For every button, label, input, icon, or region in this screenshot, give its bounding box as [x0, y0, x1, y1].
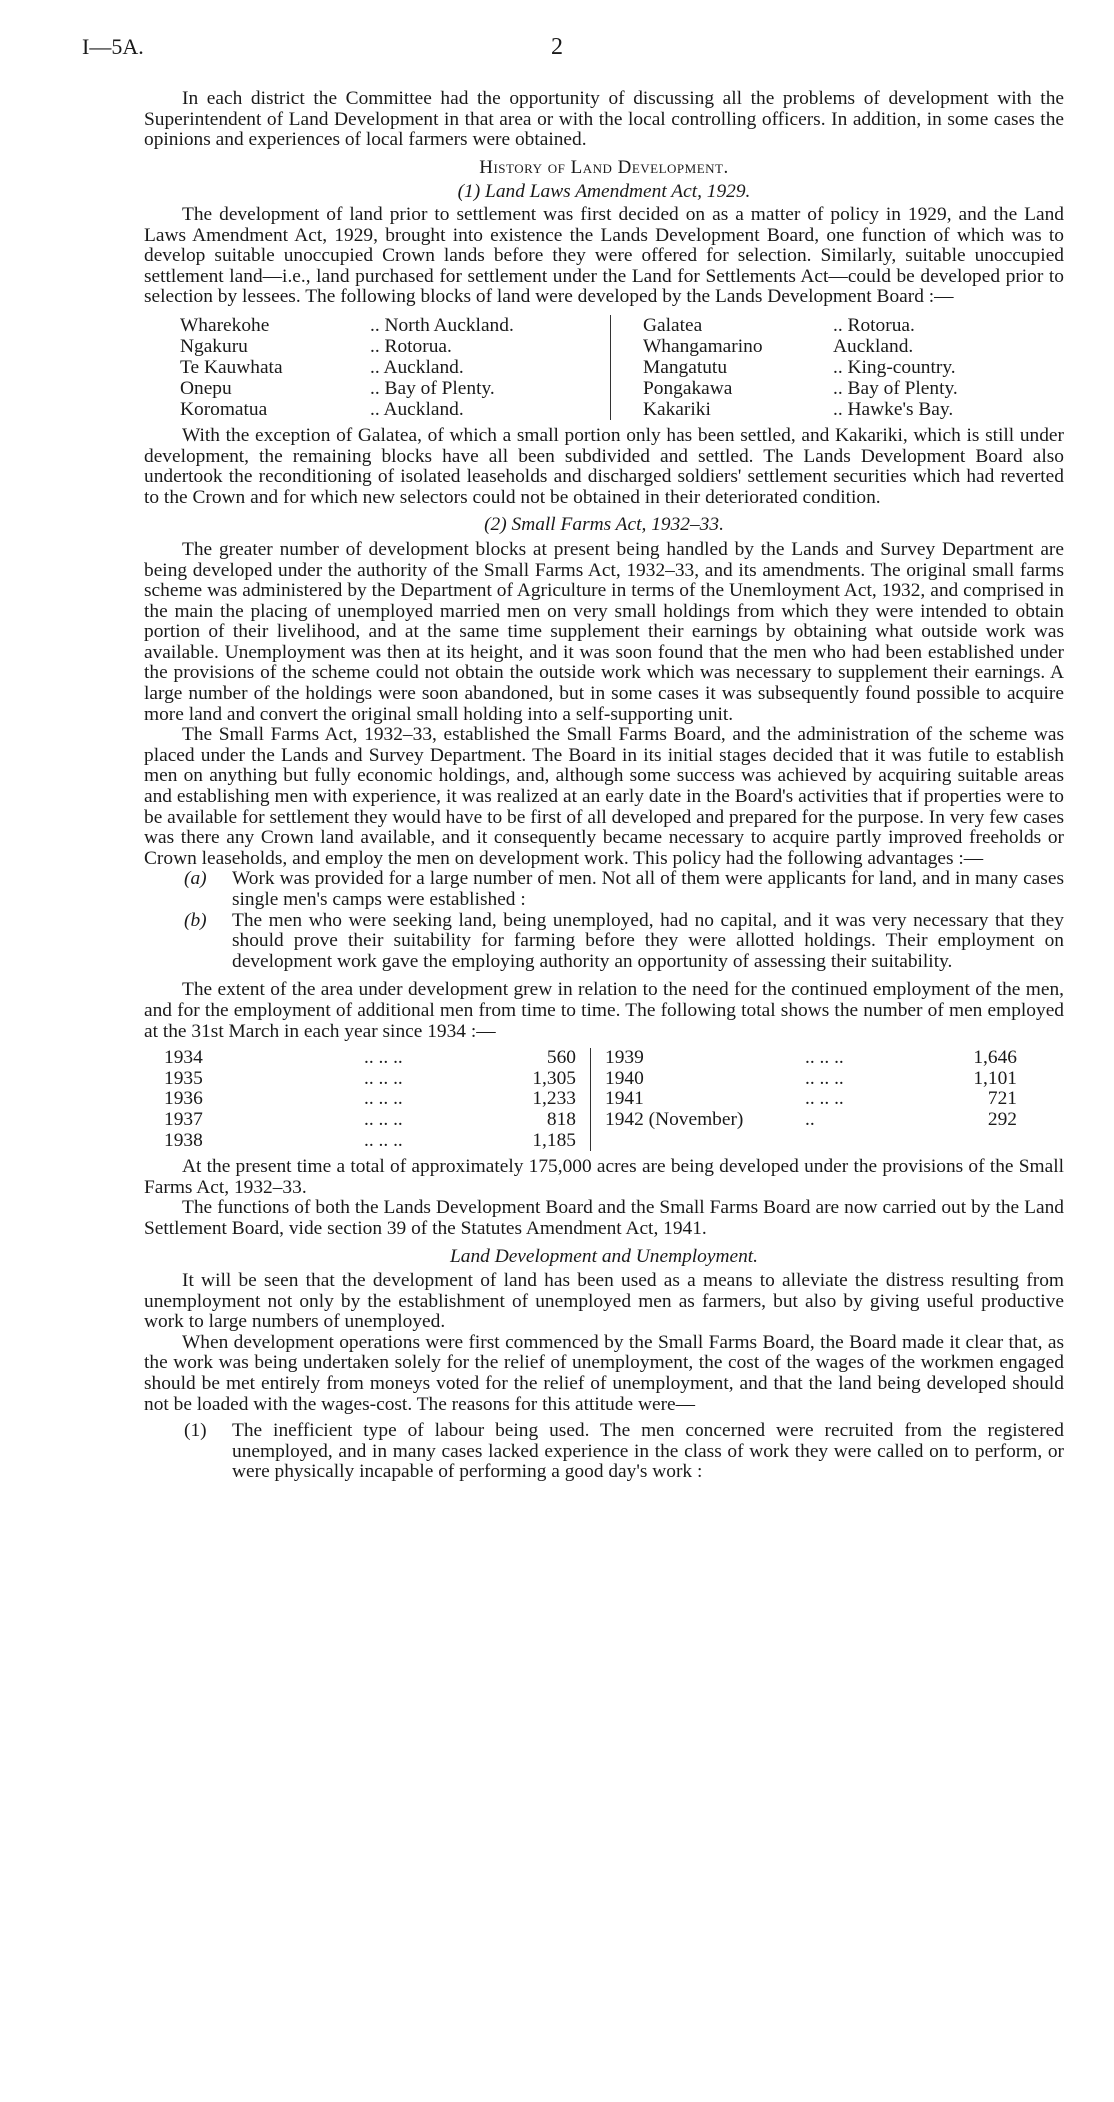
table-row: 1939 .. .. .. 1,646 — [605, 1047, 1017, 1069]
list-item — [184, 869, 1064, 910]
block-row: Mangatutu .. King-country. — [643, 356, 956, 378]
paragraph: The development of land prior to settlement was first decided on as a matter of policy in 1929, and the Land Laws Amendment Act, 1929, brought into existence the Lands Development Board, one function of which was to develop suitable unoccupied Crown lands before they were offered for selection. Similarly, suitable unoccupied settlement land—i.e., land purchased for settlement under the Land for Settlements Act—could be developed prior to selection by lessees. The following blocks of land were developed by the Lands Development Board :— — [144, 203, 1064, 308]
employment-column-left — [164, 1048, 584, 1151]
blocks-column-right — [610, 315, 1063, 420]
block-row: Onepu .. Bay of Plenty. — [180, 377, 495, 399]
paragraph: In each district the Committee had the opportunity of discussing all the problems of development with the Superintendent of Land Development in that area or with the local controlling officers. In addition, in some cases the opinions and experiences of local farmers were obtained. — [144, 88, 1064, 151]
table-row: 1934 .. .. .. 560 — [164, 1047, 576, 1069]
table-row: 1941 .. .. .. 721 — [605, 1088, 1017, 1110]
list-text: Work was provided for a large number of men. Not all of them were applicants for land, and in many cases single men's camps were established : — [232, 868, 1064, 910]
list-label: (b) — [184, 909, 207, 931]
employment-table — [164, 1048, 1064, 1151]
list-item — [184, 911, 1064, 973]
list-item — [184, 1421, 1064, 1483]
subsection-heading: Land Development and Unemployment. — [449, 1245, 759, 1267]
table-row: 1937 .. .. .. 818 — [164, 1108, 576, 1130]
block-row: Whangamarino Auckland. — [643, 335, 914, 357]
paragraph: With the exception of Galatea, of which a small portion only has been settled, and Kakariki, which is still under development, the remaining blocks have all been subdivided and settled. The Lands Development Board also undertook the reconditioning of isolated leaseholds and discharged soldiers' settlement securities which had reverted to the Crown and for which new selectors could not be obtained in their deteriorated condition. — [144, 424, 1064, 508]
table-row: 1935 .. .. .. 1,305 — [164, 1067, 576, 1089]
section-heading: History of Land Development. — [479, 156, 729, 178]
paragraph: The extent of the area under development grew in relation to the need for the continued employment of the men, and for the employment of additional men from time to time. The following total shows the number of men employed at the 31st March in each year since 1934 :— — [144, 979, 1064, 1042]
paragraph: At the present time a total of approximately 175,000 acres are being developed under the provisions of the Small Farms Act, 1932–33. — [144, 1156, 1064, 1198]
block-row: Pongakawa .. Bay of Plenty. — [643, 377, 958, 399]
paragraph: It will be seen that the development of land has been used as a means to alleviate the distress resulting from unemployment not only by the establishment of unemployed men as farmers, but also by giving useful productive work to large numbers of unemployed. — [144, 1270, 1064, 1333]
list-label: (a) — [184, 868, 207, 890]
table-row: 1938 .. .. .. 1,185 — [164, 1129, 576, 1151]
table-row: 1940 .. .. .. 1,101 — [605, 1067, 1017, 1089]
list-text: The inefficient type of labour being used. The men concerned were recruited from the registered unemployed, and in many cases lacked experience in the class of work they were called on to perform, or were physically incapable of performing a good day's work : — [232, 1420, 1064, 1483]
block-row: Galatea .. Rotorua. — [643, 314, 915, 336]
blocks-column-left — [180, 315, 600, 420]
block-row: Kakariki .. Hawke's Bay. — [643, 398, 954, 420]
block-row: Wharekohe .. North Auckland. — [180, 314, 514, 336]
development-blocks-table — [180, 315, 1064, 420]
paragraph: When development operations were first commenced by the Small Farms Board, the Board made it clear that, as the work was being undertaken solely for the relief of unemployment, the cost of the wages of the workmen engaged should be met entirely from moneys voted for the relief of unemployment, and that the land being developed should not be loaded with the wages-cost. The reasons for this attitude were— — [144, 1331, 1064, 1415]
body-text — [144, 89, 1064, 1483]
paragraph: The greater number of development blocks at present being handled by the Lands and Survey Department are being developed under the authority of the Small Farms Act, 1932–33, and its amendments. The original small farms scheme was administered by the Department of Agriculture in terms of the Unemloyment Act, 1932, and comprised in the main the placing of unemployed married men on very small holdings from which they were intended to obtain portion of their livelihood, and at the same time supplement their earnings by obtaining what outside work was available. Unemployment was then at its height, and it was soon found that the men who had been established under the provisions of the scheme could not obtain the outside work which was necessary to supplement their earnings. A large number of the holdings were soon abandoned, but in some cases it was subsequently found possible to acquire more land and convert the original small holding into a self-supporting unit. — [144, 538, 1064, 725]
table-row: 1942 (November) .. 292 — [605, 1108, 1017, 1130]
paragraph: The Small Farms Act, 1932–33, established the Small Farms Board, and the administration of the scheme was placed under the Lands and Survey Department. The Board in its initial stages decided that it was futile to establish men on anything but fully economic holdings, and, although some success was achieved by acquiring suitable areas and establishing men with experience, it was realized at an early date in the Board's activities that if properties were to be available for settlement they would have to be first of all developed and prepared for the purpose. In very few cases was there any Crown land available, and it consequently became necessary to acquire partly improved freeholds or Crown leaseholds, and employ the men on development work. This policy had the following advantages :— — [144, 724, 1064, 869]
paragraph: The functions of both the Lands Development Board and the Small Farms Board are now carried out by the Land Settlement Board, vide section 39 of the Statutes Amendment Act, 1941. — [144, 1197, 1064, 1239]
table-row: 1936 .. .. .. 1,233 — [164, 1088, 576, 1110]
page-number: 2 — [551, 34, 563, 60]
employment-column-right — [590, 1048, 1025, 1151]
list-text: The men who were seeking land, being unemployed, had no capital, and it was very necessary that they should prove their suitability for farming before they were allotted holdings. Their employment on development work gave the employing authority an opportunity of assessing their suitability. — [232, 909, 1064, 972]
block-row: Koromatua .. Auckland. — [180, 398, 464, 420]
list-label: (1) — [184, 1420, 207, 1442]
subsection-heading: (1) Land Laws Amendment Act, 1929. — [457, 181, 751, 203]
block-row: Ngakuru .. Rotorua. — [180, 335, 452, 357]
block-row: Te Kauwhata .. Auckland. — [180, 356, 464, 378]
document-reference: I—5A. — [82, 34, 144, 59]
running-header — [82, 34, 1032, 64]
subsection-heading: (2) Small Farms Act, 1932–33. — [484, 514, 724, 536]
